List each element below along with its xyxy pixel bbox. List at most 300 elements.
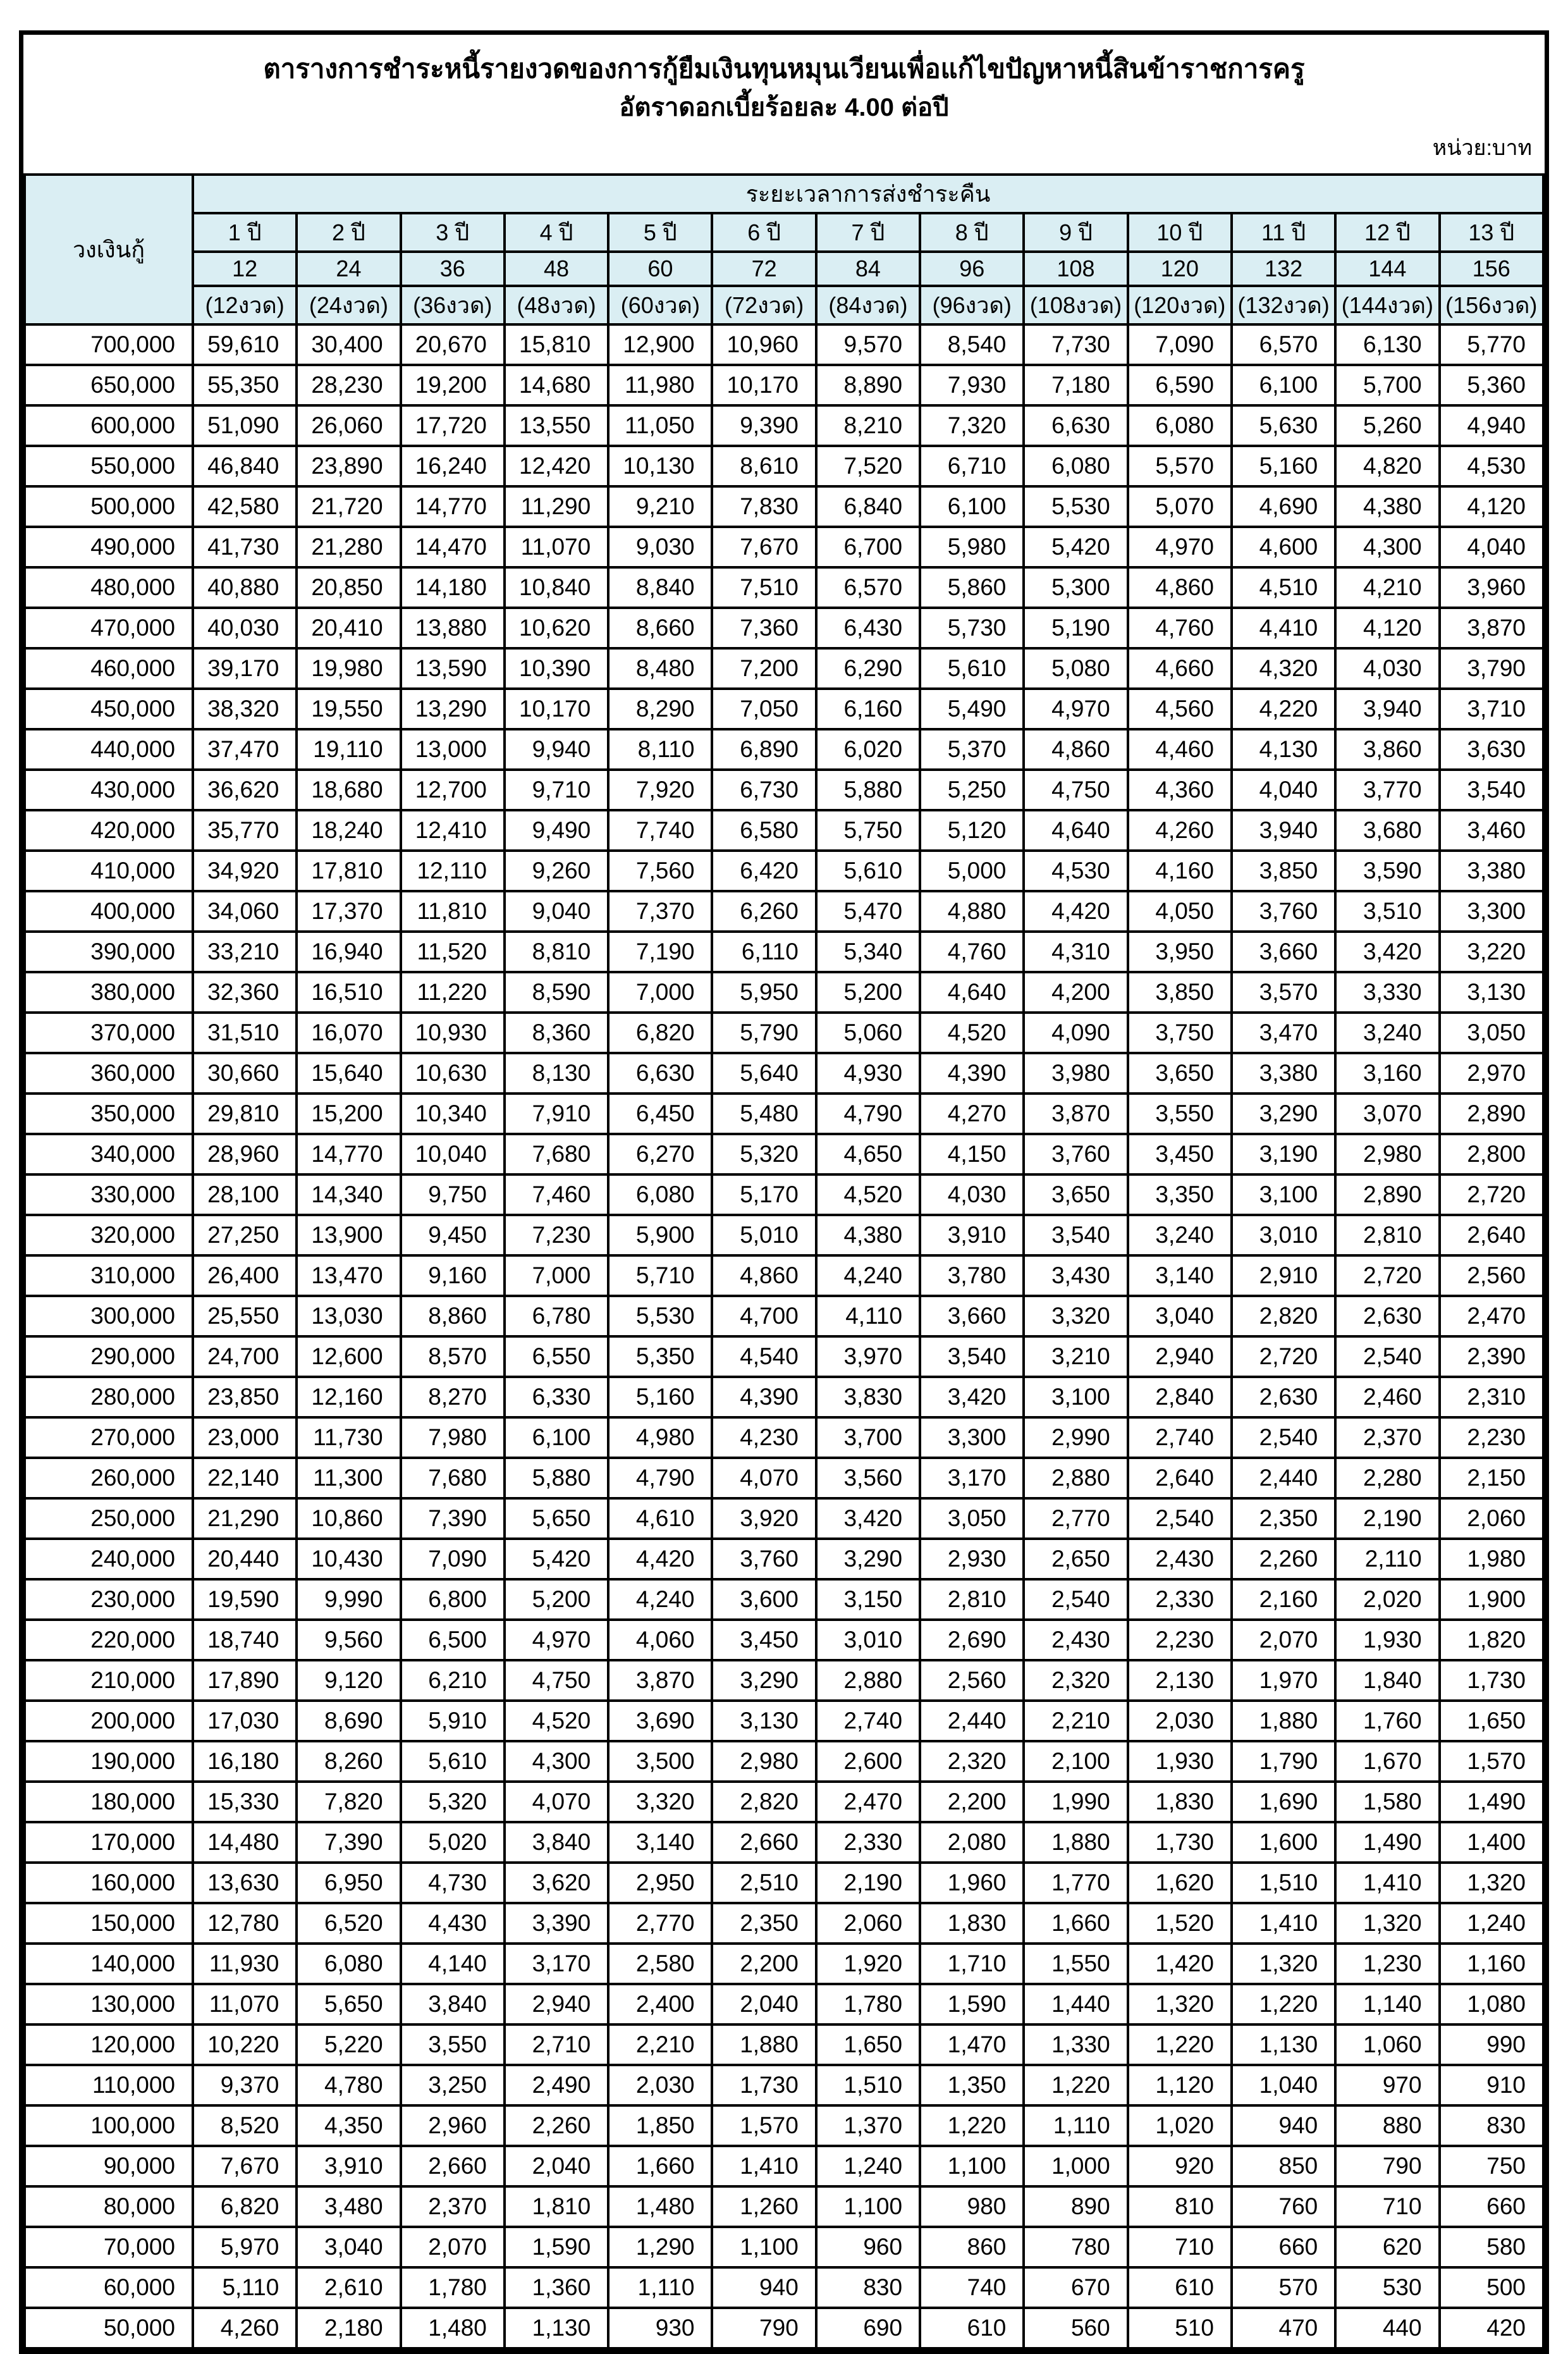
loan-amount-cell: 240,000 — [25, 1539, 193, 1579]
payment-cell: 13,000 — [401, 729, 505, 770]
payment-cell: 1,290 — [608, 2227, 712, 2267]
payment-cell: 1,220 — [1232, 1984, 1335, 2024]
payment-cell: 4,940 — [1440, 405, 1543, 446]
payment-cell: 5,610 — [920, 648, 1024, 689]
payment-cell: 1,490 — [1440, 1782, 1543, 1822]
payment-cell: 4,540 — [712, 1336, 816, 1377]
payment-cell: 14,480 — [193, 1822, 297, 1863]
payment-cell: 9,570 — [816, 324, 920, 365]
payment-cell: 2,440 — [1232, 1458, 1335, 1498]
payment-cell: 5,000 — [920, 851, 1024, 891]
table-row — [25, 1377, 1543, 1417]
payment-cell: 19,590 — [193, 1579, 297, 1620]
payment-cell: 10,390 — [505, 648, 608, 689]
installment-count-header-cell: (36งวด) — [401, 286, 505, 324]
loan-amount-cell: 210,000 — [25, 1660, 193, 1701]
payment-cell: 6,820 — [608, 1013, 712, 1053]
payment-cell: 3,330 — [1335, 972, 1439, 1013]
payment-cell: 2,370 — [401, 2186, 505, 2227]
payment-cell: 2,690 — [920, 1620, 1024, 1660]
payment-cell: 4,760 — [1128, 608, 1232, 648]
payment-cell: 4,360 — [1128, 770, 1232, 810]
payment-cell: 16,940 — [297, 932, 400, 972]
payment-cell: 1,240 — [816, 2146, 920, 2186]
installment-count-header-cell: (108งวด) — [1024, 286, 1127, 324]
payment-cell: 3,460 — [1440, 810, 1543, 851]
payment-cell: 3,850 — [1128, 972, 1232, 1013]
payment-cell: 5,200 — [816, 972, 920, 1013]
table-row — [25, 2146, 1543, 2186]
payment-cell: 2,460 — [1335, 1377, 1439, 1417]
payment-cell: 2,150 — [1440, 1458, 1543, 1498]
payment-cell: 2,540 — [1232, 1417, 1335, 1458]
table-row — [25, 932, 1543, 972]
payment-cell: 2,580 — [608, 1944, 712, 1984]
payment-cell: 2,060 — [816, 1903, 920, 1944]
payment-cell: 1,140 — [1335, 1984, 1439, 2024]
payment-cell: 6,630 — [608, 1053, 712, 1094]
payment-cell: 2,260 — [505, 2105, 608, 2146]
payment-cell: 17,890 — [193, 1660, 297, 1701]
payment-cell: 16,070 — [297, 1013, 400, 1053]
year-header-cell: 8 ปี — [920, 213, 1024, 252]
payment-cell: 8,520 — [193, 2105, 297, 2146]
payment-cell: 2,800 — [1440, 1134, 1543, 1174]
payment-cell: 1,840 — [1335, 1660, 1439, 1701]
payment-cell: 11,980 — [608, 365, 712, 405]
payment-cell: 3,380 — [1232, 1053, 1335, 1094]
loan-amount-cell: 370,000 — [25, 1013, 193, 1053]
payment-cell: 14,680 — [505, 365, 608, 405]
payment-cell: 21,290 — [193, 1498, 297, 1539]
payment-cell: 4,650 — [816, 1134, 920, 1174]
payment-cell: 4,420 — [608, 1539, 712, 1579]
document-sheet — [19, 30, 1549, 2354]
payment-cell: 7,360 — [712, 608, 816, 648]
payment-cell: 6,210 — [401, 1660, 505, 1701]
payment-cell: 440 — [1335, 2308, 1439, 2348]
payment-cell: 1,370 — [816, 2105, 920, 2146]
loan-amount-cell: 320,000 — [25, 1215, 193, 1255]
payment-cell: 560 — [1024, 2308, 1127, 2348]
payment-cell: 3,010 — [816, 1620, 920, 1660]
installment-count-header-cell: (72งวด) — [712, 286, 816, 324]
payment-cell: 3,940 — [1335, 689, 1439, 729]
payment-cell: 2,640 — [1128, 1458, 1232, 1498]
payment-cell: 5,250 — [920, 770, 1024, 810]
payment-cell: 4,260 — [193, 2308, 297, 2348]
payment-cell: 4,090 — [1024, 1013, 1127, 1053]
payment-cell: 4,790 — [608, 1458, 712, 1498]
payment-cell: 8,610 — [712, 446, 816, 486]
payment-cell: 2,110 — [1335, 1539, 1439, 1579]
payment-cell: 1,470 — [920, 2024, 1024, 2065]
payment-cell: 3,450 — [712, 1620, 816, 1660]
payment-cell: 3,870 — [1440, 608, 1543, 648]
payment-cell: 5,420 — [1024, 527, 1127, 567]
payment-cell: 3,760 — [712, 1539, 816, 1579]
payment-cell: 5,630 — [1232, 405, 1335, 446]
payment-cell: 1,330 — [1024, 2024, 1127, 2065]
payment-cell: 4,380 — [1335, 486, 1439, 527]
payment-cell: 530 — [1335, 2267, 1439, 2308]
loan-amount-cell: 110,000 — [25, 2065, 193, 2105]
payment-cell: 1,480 — [608, 2186, 712, 2227]
payment-cell: 8,270 — [401, 1377, 505, 1417]
payment-cell: 20,410 — [297, 608, 400, 648]
payment-cell: 880 — [1335, 2105, 1439, 2146]
payment-cell: 20,670 — [401, 324, 505, 365]
payment-cell: 7,670 — [712, 527, 816, 567]
payment-cell: 3,380 — [1440, 851, 1543, 891]
payment-cell: 6,950 — [297, 1863, 400, 1903]
payment-cell: 2,910 — [1232, 1255, 1335, 1296]
payment-cell: 890 — [1024, 2186, 1127, 2227]
installment-count-header-cell: (96งวด) — [920, 286, 1024, 324]
payment-cell: 5,320 — [401, 1782, 505, 1822]
payment-cell: 9,560 — [297, 1620, 400, 1660]
payment-cell: 17,030 — [193, 1701, 297, 1741]
loan-amount-cell: 200,000 — [25, 1701, 193, 1741]
payment-cell: 6,330 — [505, 1377, 608, 1417]
payment-cell: 20,440 — [193, 1539, 297, 1579]
payment-cell: 5,370 — [920, 729, 1024, 770]
year-header-cell: 10 ปี — [1128, 213, 1232, 252]
payment-cell: 4,200 — [1024, 972, 1127, 1013]
payment-cell: 3,170 — [505, 1944, 608, 1984]
payment-cell: 5,340 — [816, 932, 920, 972]
payment-cell: 8,690 — [297, 1701, 400, 1741]
payment-cell: 17,370 — [297, 891, 400, 932]
payment-cell: 1,320 — [1128, 1984, 1232, 2024]
payment-cell: 3,950 — [1128, 932, 1232, 972]
payment-cell: 12,900 — [608, 324, 712, 365]
payment-cell: 4,300 — [1335, 527, 1439, 567]
payment-cell: 830 — [816, 2267, 920, 2308]
loan-amount-cell: 230,000 — [25, 1579, 193, 1620]
payment-cell: 15,810 — [505, 324, 608, 365]
year-header-cell: 7 ปี — [816, 213, 920, 252]
payment-cell: 8,480 — [608, 648, 712, 689]
payment-cell: 2,330 — [816, 1822, 920, 1863]
payment-cell: 6,430 — [816, 608, 920, 648]
payment-cell: 2,820 — [712, 1782, 816, 1822]
month-count-header-cell: 156 — [1440, 252, 1543, 286]
table-body — [25, 324, 1543, 2348]
payment-cell: 3,010 — [1232, 1215, 1335, 1255]
payment-cell: 3,870 — [1024, 1094, 1127, 1134]
table-row — [25, 1498, 1543, 1539]
payment-cell: 12,700 — [401, 770, 505, 810]
payment-cell: 7,370 — [608, 891, 712, 932]
installment-count-header-cell: (48งวด) — [505, 286, 608, 324]
year-header-cell: 12 ปี — [1335, 213, 1439, 252]
payment-cell: 3,550 — [1128, 1094, 1232, 1134]
payment-cell: 5,070 — [1128, 486, 1232, 527]
payment-cell: 3,840 — [505, 1822, 608, 1863]
table-row — [25, 1134, 1543, 1174]
payment-cell: 6,260 — [712, 891, 816, 932]
payment-cell: 28,230 — [297, 365, 400, 405]
payment-cell: 16,240 — [401, 446, 505, 486]
payment-cell: 7,460 — [505, 1174, 608, 1215]
payment-cell: 1,240 — [1440, 1903, 1543, 1944]
payment-cell: 1,100 — [920, 2146, 1024, 2186]
payment-cell: 55,350 — [193, 365, 297, 405]
payment-cell: 2,810 — [920, 1579, 1024, 1620]
payment-cell: 6,570 — [816, 567, 920, 608]
payment-cell: 18,680 — [297, 770, 400, 810]
payment-cell: 4,270 — [920, 1094, 1024, 1134]
payment-cell: 4,230 — [712, 1417, 816, 1458]
table-row — [25, 608, 1543, 648]
month-count-header-cell: 96 — [920, 252, 1024, 286]
payment-cell: 5,220 — [297, 2024, 400, 2065]
payment-cell: 4,700 — [712, 1296, 816, 1336]
payment-cell: 1,830 — [1128, 1782, 1232, 1822]
payment-cell: 32,360 — [193, 972, 297, 1013]
payment-cell: 5,120 — [920, 810, 1024, 851]
payment-cell: 2,160 — [1232, 1579, 1335, 1620]
payment-cell: 17,810 — [297, 851, 400, 891]
payment-cell: 14,470 — [401, 527, 505, 567]
payment-cell: 1,930 — [1128, 1741, 1232, 1782]
payment-cell: 5,700 — [1335, 365, 1439, 405]
payment-cell: 6,550 — [505, 1336, 608, 1377]
payment-cell: 2,260 — [1232, 1539, 1335, 1579]
payment-cell: 8,890 — [816, 365, 920, 405]
payment-cell: 9,450 — [401, 1215, 505, 1255]
payment-cell: 13,590 — [401, 648, 505, 689]
payment-cell: 850 — [1232, 2146, 1335, 2186]
payment-cell: 3,430 — [1024, 1255, 1127, 1296]
payment-cell: 40,030 — [193, 608, 297, 648]
payment-cell: 2,660 — [712, 1822, 816, 1863]
payment-cell: 3,130 — [1440, 972, 1543, 1013]
payment-cell: 500 — [1440, 2267, 1543, 2308]
payment-cell: 2,950 — [608, 1863, 712, 1903]
payment-cell: 7,390 — [401, 1498, 505, 1539]
payment-cell: 4,640 — [1024, 810, 1127, 851]
payment-cell: 4,600 — [1232, 527, 1335, 567]
payment-cell: 6,270 — [608, 1134, 712, 1174]
payment-cell: 4,530 — [1440, 446, 1543, 486]
payment-cell: 5,970 — [193, 2227, 297, 2267]
payment-cell: 1,600 — [1232, 1822, 1335, 1863]
payment-cell: 26,400 — [193, 1255, 297, 1296]
payment-cell: 11,070 — [193, 1984, 297, 2024]
payment-cell: 2,370 — [1335, 1417, 1439, 1458]
payment-cell: 9,370 — [193, 2065, 297, 2105]
payment-cell: 7,000 — [608, 972, 712, 1013]
payment-cell: 2,190 — [816, 1863, 920, 1903]
payment-cell: 3,850 — [1232, 851, 1335, 891]
payment-cell: 11,070 — [505, 527, 608, 567]
payment-cell: 28,960 — [193, 1134, 297, 1174]
payment-cell: 4,420 — [1024, 891, 1127, 932]
unit-label: หน่วย:บาท — [1432, 135, 1532, 160]
payment-cell: 2,980 — [712, 1741, 816, 1782]
table-row — [25, 1822, 1543, 1863]
payment-cell: 1,100 — [712, 2227, 816, 2267]
payment-cell: 51,090 — [193, 405, 297, 446]
payment-cell: 59,610 — [193, 324, 297, 365]
payment-cell: 35,770 — [193, 810, 297, 851]
payment-cell: 7,050 — [712, 689, 816, 729]
table-row — [25, 2065, 1543, 2105]
payment-cell: 4,220 — [1232, 689, 1335, 729]
payment-cell: 5,080 — [1024, 648, 1127, 689]
payment-cell: 6,500 — [401, 1620, 505, 1660]
table-row — [25, 2186, 1543, 2227]
year-header-cell: 5 ปี — [608, 213, 712, 252]
payment-cell: 3,480 — [297, 2186, 400, 2227]
payment-cell: 10,840 — [505, 567, 608, 608]
payment-cell: 5,160 — [1232, 446, 1335, 486]
payment-cell: 13,030 — [297, 1296, 400, 1336]
table-row — [25, 1296, 1543, 1336]
payment-cell: 7,320 — [920, 405, 1024, 446]
payment-cell: 12,600 — [297, 1336, 400, 1377]
payment-cell: 16,180 — [193, 1741, 297, 1782]
payment-cell: 8,360 — [505, 1013, 608, 1053]
payment-cell: 7,930 — [920, 365, 1024, 405]
payment-cell: 2,200 — [712, 1944, 816, 1984]
payment-cell: 5,060 — [816, 1013, 920, 1053]
payment-cell: 5,980 — [920, 527, 1024, 567]
payment-cell: 2,060 — [1440, 1498, 1543, 1539]
payment-cell: 2,630 — [1232, 1377, 1335, 1417]
payment-cell: 2,070 — [1232, 1620, 1335, 1660]
payment-cell: 13,900 — [297, 1215, 400, 1255]
payment-cell: 1,130 — [1232, 2024, 1335, 2065]
payment-cell: 4,030 — [1335, 648, 1439, 689]
payment-cell: 2,390 — [1440, 1336, 1543, 1377]
payment-cell: 3,100 — [1232, 1174, 1335, 1215]
payment-cell: 2,650 — [1024, 1539, 1127, 1579]
payment-cell: 34,060 — [193, 891, 297, 932]
payment-cell: 420 — [1440, 2308, 1543, 2348]
payment-cell: 580 — [1440, 2227, 1543, 2267]
payment-cell: 10,340 — [401, 1094, 505, 1134]
table-row — [25, 2105, 1543, 2146]
table-row — [25, 1458, 1543, 1498]
payment-cell: 4,320 — [1232, 648, 1335, 689]
payment-cell: 10,960 — [712, 324, 816, 365]
payment-cell: 6,100 — [505, 1417, 608, 1458]
payment-cell: 23,890 — [297, 446, 400, 486]
table-row — [25, 1336, 1543, 1377]
payment-cell: 10,430 — [297, 1539, 400, 1579]
loan-amount-cell: 150,000 — [25, 1903, 193, 1944]
payment-cell: 2,030 — [1128, 1701, 1232, 1741]
loan-amount-cell: 260,000 — [25, 1458, 193, 1498]
payment-cell: 2,040 — [505, 2146, 608, 2186]
loan-amount-cell: 70,000 — [25, 2227, 193, 2267]
payment-cell: 5,790 — [712, 1013, 816, 1053]
payment-cell: 1,570 — [1440, 1741, 1543, 1782]
payment-cell: 2,970 — [1440, 1053, 1543, 1094]
payment-cell: 4,070 — [505, 1782, 608, 1822]
payment-cell: 2,320 — [1024, 1660, 1127, 1701]
payment-cell: 14,770 — [297, 1134, 400, 1174]
payment-cell: 4,390 — [712, 1377, 816, 1417]
payment-cell: 9,120 — [297, 1660, 400, 1701]
payment-cell: 1,220 — [920, 2105, 1024, 2146]
payment-cell: 4,640 — [920, 972, 1024, 1013]
payment-cell: 2,890 — [1440, 1094, 1543, 1134]
payment-cell: 3,220 — [1440, 932, 1543, 972]
payment-cell: 1,620 — [1128, 1863, 1232, 1903]
payment-cell: 19,200 — [401, 365, 505, 405]
table-row — [25, 1174, 1543, 1215]
payment-cell: 1,410 — [712, 2146, 816, 2186]
payment-cell: 6,100 — [920, 486, 1024, 527]
payment-cell: 6,080 — [608, 1174, 712, 1215]
payment-cell: 1,710 — [920, 1944, 1024, 1984]
payment-cell: 2,350 — [712, 1903, 816, 1944]
payment-cell: 1,410 — [1232, 1903, 1335, 1944]
payment-cell: 4,860 — [1128, 567, 1232, 608]
payment-cell: 23,000 — [193, 1417, 297, 1458]
payment-cell: 3,760 — [1024, 1134, 1127, 1174]
payment-cell: 6,080 — [1128, 405, 1232, 446]
page-title: ตารางการชำระหนี้รายงวดของการกู้ยืมเงินทุนหมุนเวียนเพื่อแก้ไขปัญหาหนี้สินข้าราชการครู — [263, 54, 1305, 83]
payment-cell: 1,060 — [1335, 2024, 1439, 2065]
payment-cell: 10,630 — [401, 1053, 505, 1094]
payment-cell: 1,730 — [712, 2065, 816, 2105]
payment-cell: 1,820 — [1440, 1620, 1543, 1660]
payment-cell: 2,190 — [1335, 1498, 1439, 1539]
loan-amount-cell: 650,000 — [25, 365, 193, 405]
payment-cell: 3,910 — [920, 1215, 1024, 1255]
payment-cell: 6,890 — [712, 729, 816, 770]
loan-amount-cell: 340,000 — [25, 1134, 193, 1174]
payment-cell: 4,970 — [505, 1620, 608, 1660]
payment-cell: 39,170 — [193, 648, 297, 689]
table-row — [25, 1944, 1543, 1984]
payment-cell: 2,540 — [1128, 1498, 1232, 1539]
payment-cell: 30,660 — [193, 1053, 297, 1094]
payment-cell: 5,530 — [1024, 486, 1127, 527]
payment-cell: 3,750 — [1128, 1013, 1232, 1053]
payment-cell: 3,070 — [1335, 1094, 1439, 1134]
installments-header-row — [25, 286, 1543, 324]
table-row — [25, 770, 1543, 810]
interest-rate-subtitle: อัตราดอกเบี้ยร้อยละ 4.00 ต่อปี — [619, 93, 949, 121]
payment-cell: 4,560 — [1128, 689, 1232, 729]
loan-amount-cell: 330,000 — [25, 1174, 193, 1215]
payment-cell: 5,900 — [608, 1215, 712, 1255]
table-row — [25, 2308, 1543, 2348]
payment-cell: 3,870 — [608, 1660, 712, 1701]
payment-cell: 21,720 — [297, 486, 400, 527]
payment-cell: 7,000 — [505, 1255, 608, 1296]
payment-cell: 960 — [816, 2227, 920, 2267]
payment-cell: 2,130 — [1128, 1660, 1232, 1701]
payment-cell: 7,200 — [712, 648, 816, 689]
payment-cell: 5,650 — [297, 1984, 400, 2024]
payment-cell: 4,730 — [401, 1863, 505, 1903]
payment-cell: 1,650 — [816, 2024, 920, 2065]
loan-amount-cell: 180,000 — [25, 1782, 193, 1822]
payment-cell: 8,110 — [608, 729, 712, 770]
payment-cell: 3,630 — [1440, 729, 1543, 770]
payment-cell: 2,610 — [297, 2267, 400, 2308]
payment-cell: 2,540 — [1024, 1579, 1127, 1620]
payment-cell: 1,980 — [1440, 1539, 1543, 1579]
payment-cell: 3,420 — [816, 1498, 920, 1539]
